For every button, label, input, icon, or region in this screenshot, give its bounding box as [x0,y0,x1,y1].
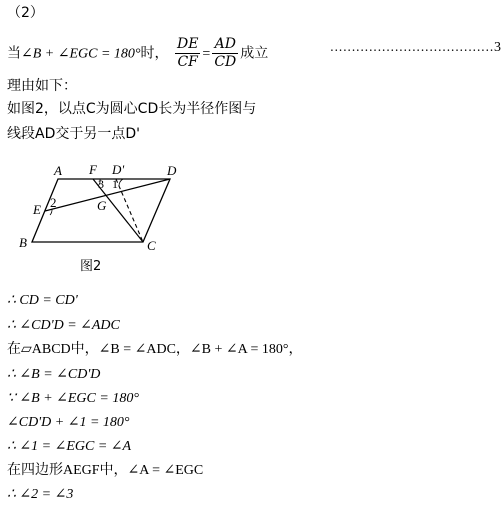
label-angle-2: 2 [50,195,57,210]
score-value: 3 [493,40,501,55]
label-d: D [167,163,177,178]
claim-prefix: 当 [7,45,21,62]
geometry-figure [0,155,240,280]
section-heading: （2） [7,5,44,21]
angle-1-arc [119,179,123,186]
proof-line-8: 在四边形AEGF中，∠A = ∠EGC [7,463,204,478]
construction-line-2: 线段AD交于另一点D' [7,126,140,142]
fraction-ad-cd [212,36,238,71]
proof-line-2: ∴ ∠CD'D = ∠ADC [7,318,120,333]
proof-line-1: ∴ CD = CD' [7,293,78,308]
construction-line-1: 如图2，以点C为圆心CD长为半径作图与 [7,101,257,117]
proof-line-5: ∵ ∠B + ∠EGC = 180° [7,391,139,406]
proof-line-7: ∴ ∠1 = ∠EGC = ∠A [7,439,132,454]
fraction-de-cf [175,36,200,71]
fraction-numerator: DE [176,36,199,52]
reason-title: 理由如下： [7,78,77,94]
score-leader [330,40,501,56]
proof-line-6: ∠CD'D + ∠1 = 180° [7,415,130,430]
label-b: B [19,235,27,250]
label-g: G [97,198,107,213]
leader-dots: ...................................... [330,40,494,54]
label-e: E [33,202,41,217]
claim-mid: 时， [140,45,169,62]
figure-caption: 图2 [80,259,102,274]
proof-line-9: ∴ ∠2 = ∠3 [7,487,74,502]
claim-suffix: 成立 [240,45,269,62]
label-c: C [147,238,156,253]
label-d-prime: D' [112,162,125,177]
fraction-denominator: CD [214,54,237,70]
label-angle-1: 1 [112,177,118,191]
proof-line-3: 在▱ABCD中，∠B = ∠ADC，∠B + ∠A = 180°， [7,342,303,357]
proof-line-4: ∴ ∠B = ∠CD'D [7,367,101,382]
segment-ed [45,179,170,211]
label-a: A [54,163,62,178]
label-angle-3: 3 [98,177,104,191]
claim-condition: ∠B + ∠EGC = 180° [21,46,141,62]
equals-sign: = [202,46,211,62]
fraction-denominator: CF [177,54,198,70]
label-f: F [89,162,97,177]
claim-line [7,36,268,71]
dashed-segment-dpc [116,179,143,242]
fraction-numerator: AD [212,36,238,54]
